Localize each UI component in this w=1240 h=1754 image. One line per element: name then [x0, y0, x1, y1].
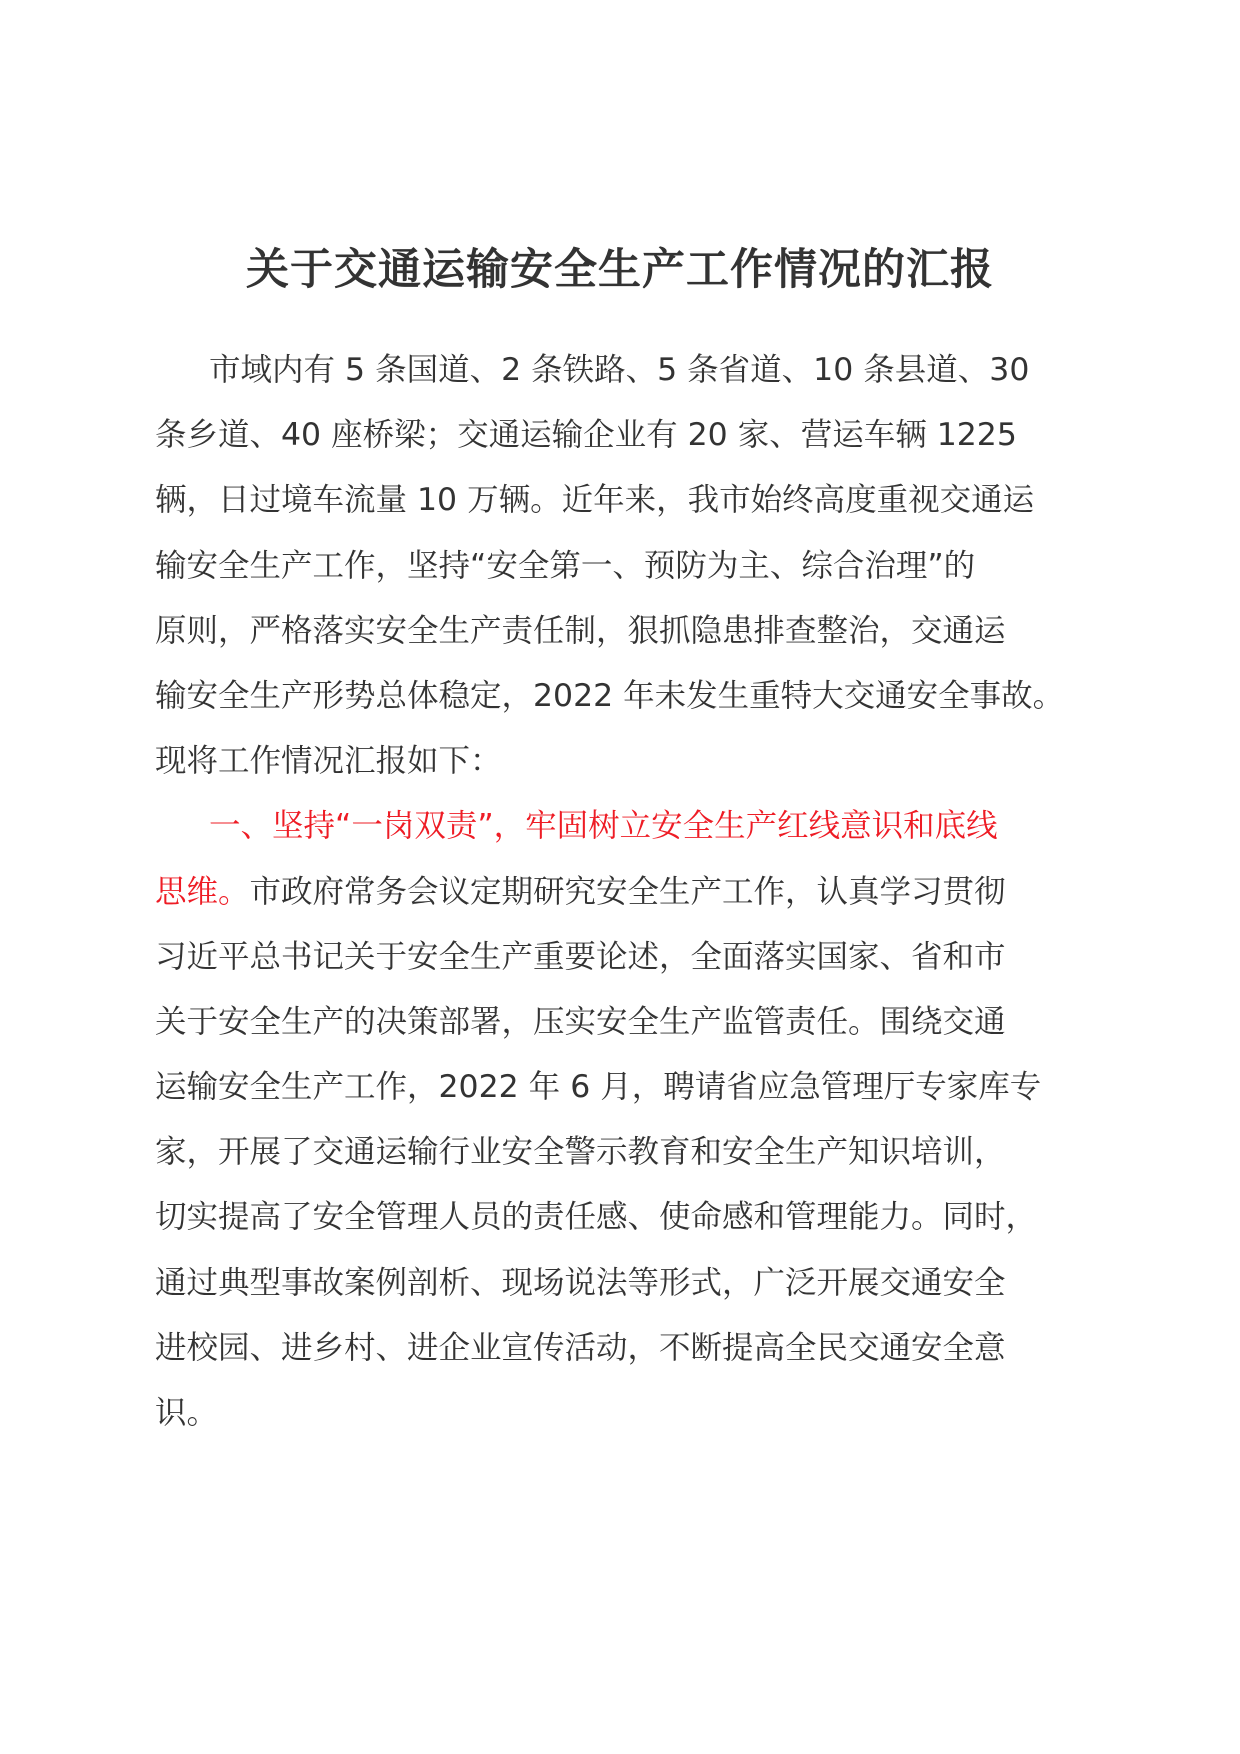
- section-one-paragraph: [155, 794, 1095, 1446]
- paragraph-line: 习近平总书记关于安全生产重要论述，全面落实国家、省和市: [155, 938, 1006, 975]
- paragraph-line: 切实提高了安全管理人员的责任感、使命感和管理能力。同时，: [155, 1199, 1038, 1236]
- paragraph-line: 运输安全生产工作，2022 年 6 月，聘请省应急管理厅专家库专: [155, 1069, 1042, 1106]
- document-body: [155, 338, 1095, 1446]
- paragraph-line: 输安全生产工作，坚持“安全第一、预防为主、综合治理”的: [155, 547, 976, 584]
- paragraph-line: 输安全生产形势总体稳定，2022 年未发生重特大交通安全事故。: [155, 677, 1065, 714]
- document-title: 关于交通运输安全生产工作情况的汇报: [246, 245, 994, 295]
- paragraph-line: 市域内有 5 条国道、2 条铁路、5 条省道、10 条县道、30: [209, 352, 1030, 388]
- section-heading-line: 一、坚持“一岗双责”，牢固树立安全生产红线意识和底线: [209, 808, 998, 845]
- paragraph-line: 家，开展了交通运输行业安全警示教育和安全生产知识培训，: [155, 1134, 1006, 1171]
- section-heading-end: 思维。: [155, 873, 250, 910]
- paragraph-line: 现将工作情况汇报如下：: [155, 743, 502, 780]
- paragraph-line-rest: 市政府常务会议定期研究安全生产工作，认真学习贯彻: [249, 873, 1006, 910]
- paragraph-line: 进校园、进乡村、进企业宣传活动，不断提高全民交通安全意: [155, 1329, 1006, 1366]
- section-heading-continuation: [155, 860, 1095, 925]
- paragraph-line: 原则，严格落实安全生产责任制，狠抓隐患排查整治，交通运: [155, 612, 1006, 649]
- paragraph-line: 通过典型事故案例剖析、现场说法等形式，广泛开展交通安全: [155, 1264, 1006, 1301]
- intro-paragraph: [155, 338, 1095, 794]
- paragraph-line: 识。: [155, 1395, 219, 1431]
- paragraph-line: 辆，日过境车流量 10 万辆。近年来，我市始终高度重视交通运: [155, 482, 1035, 519]
- paragraph-line: 条乡道、40 座桥梁；交通运输企业有 20 家、营运车辆 1225: [155, 417, 1017, 454]
- paragraph-line: 关于安全生产的决策部署，压实安全生产监管责任。围绕交通: [155, 1003, 1006, 1040]
